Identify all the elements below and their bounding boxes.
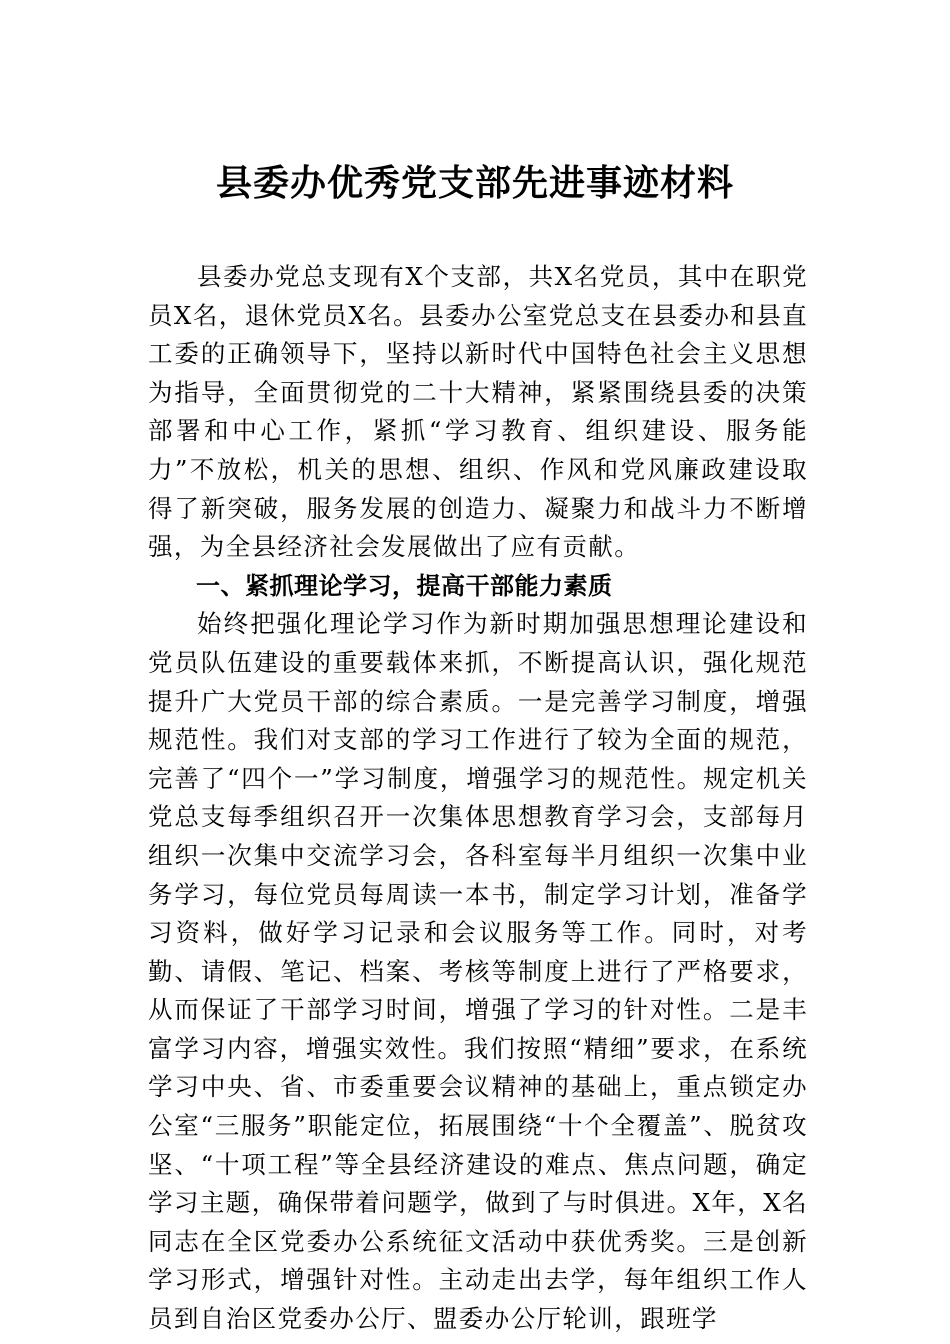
section-heading: 一、紧抓理论学习，提高干部能力素质 (196, 571, 613, 600)
document-title: 县委办优秀党支部先进事迹材料 (215, 162, 734, 204)
document-body (148, 258, 808, 1339)
intro-paragraph: 县委办党总支现有X个支部，共X名党员，其中在职党员X名，退休党员X名。县委办公室党总支在县委办和县直工委的正确领导下，坚持以新时代中国特色社会主义思想为指导，全面贯彻党的二十大精神，紧紧围绕县委的决策部署和中心工作，紧抓“学习教育、组织建设、服务能力”不放松，机关的思想、组织、作风和党风廉政建设取得了新突破，服务发展的创造力、凝聚力和战斗力不断增强，为全县经济社会发展做出了应有贡献。 (148, 262, 808, 562)
section-paragraph: 始终把强化理论学习作为新时期加强思想理论建设和党员队伍建设的重要载体来抓，不断提高认识，强化规范提升广大党员干部的综合素质。一是完善学习制度，增强规范性。我们对支部的学习工作进行了较为全面的规范，完善了“四个一”学习制度，增强学习的规范性。规定机关党总支每季组织召开一次集体思想教育学习会，支部每月组织一次集中交流学习会，各科室每半月组织一次集中业务学习，每位党员每周读一本书，制定学习计划，准备学习资料，做好学习记录和会议服务等工作。同时，对考勤、请假、笔记、档案、考核等制度上进行了严格要求，从而保证了干部学习时间，增强了学习的针对性。二是丰富学习内容，增强实效性。我们按照“精细”要求，在系统学习中央、省、市委重要会议精神的基础上，重点锁定办公室“三服务”职能定位，拓展围绕“十个全覆盖”、脱贫攻坚、“十项工程”等全县经济建设的难点、焦点问题，确定学习主题，确保带着问题学，做到了与时俱进。X年，X名同志在全区党委办公系统征文活动中获优秀奖。三是创新学习形式，增强针对性。主动走出去学，每年组织工作人员到自治区党委办公厅、盟委办公厅轮训，跟班学 (148, 609, 808, 1334)
